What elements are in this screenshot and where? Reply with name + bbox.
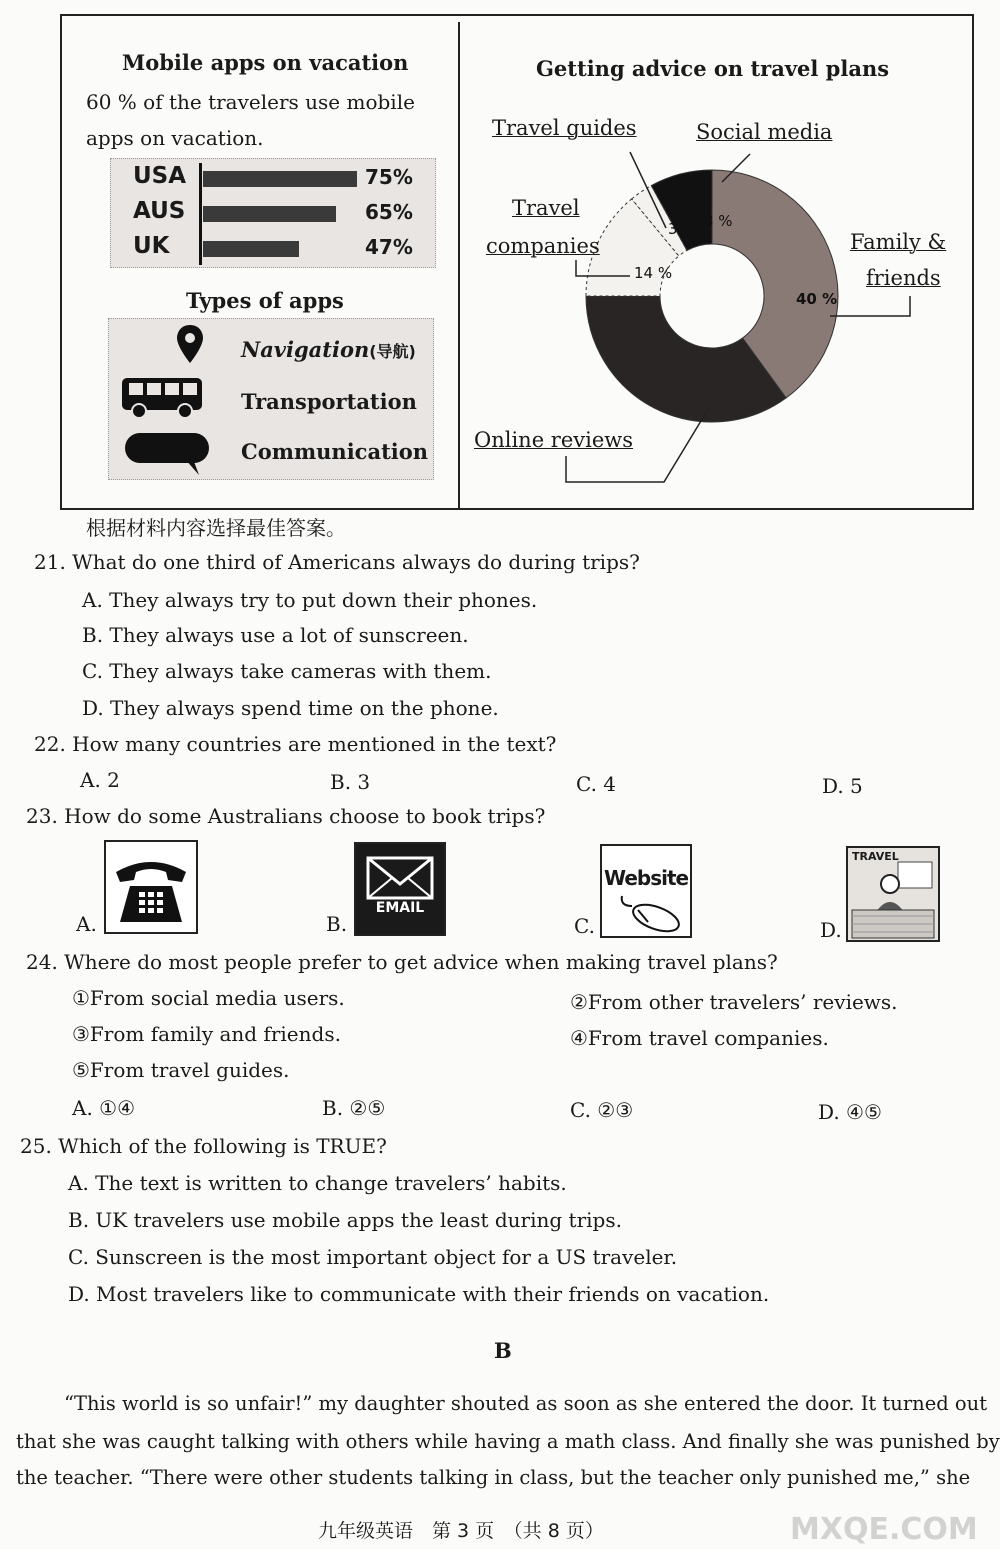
bar-country-label: AUS [133,198,186,224]
page-footer: 九年级英语 第 3 页 （共 8 页） [318,1520,604,1542]
leader-line-family [830,296,910,316]
left-panel-intro-1: 60 % of the travelers use mobile [86,90,415,114]
question-21 [34,550,640,574]
section-b-heading: B [494,1338,512,1363]
q24-option-c: C. ②③ [570,1098,634,1122]
label-text: Travel [512,196,580,220]
q24-choice-3: ③From family and friends. [72,1022,341,1046]
q24-option-d: D. ④⑤ [818,1100,882,1124]
bar-row-usa [111,163,435,193]
q22-option-d: D. 5 [822,774,863,798]
q22-option-c: C. 4 [576,772,617,796]
label-text: Online reviews [474,428,634,452]
q24-choice-5: ⑤From travel guides. [72,1058,290,1082]
q22-option-b: B. 3 [330,770,371,794]
instruction: 根据材料内容选择最佳答案。 [86,516,346,540]
types-panel [108,318,434,480]
label-friends [866,266,941,290]
q21-option-a: A. They always try to put down their phones. [82,588,538,612]
type-label-communication: Communication [241,439,429,464]
q25-option-a: A. The text is written to change travelers’ habits. [68,1171,567,1195]
left-panel-title: Mobile apps on vacation [122,50,409,75]
label-text: friends [866,266,941,290]
label-companies [486,234,600,258]
bar-fill-aus [203,206,336,222]
question-number: 24. [26,950,58,974]
q24-option-a: A. ①④ [72,1096,136,1120]
q23-image-d [846,846,940,942]
question-text: How many countries are mentioned in the text? [72,732,557,756]
q21-option-d: D. They always spend time on the phone. [82,696,499,720]
telephone-icon [106,842,196,932]
slice-online-reviews [586,296,786,422]
map-pin-icon [175,323,205,365]
label-online-reviews [474,428,633,452]
q24-choice-4: ④From travel companies. [570,1026,829,1050]
q23-option-a-label: A. [76,912,97,936]
q23-image-c [600,844,692,938]
q23-option-d-label: D. [820,918,842,942]
passage-line-2: that she was caught talking with others while having a math class. And finally she was punished by [16,1430,1000,1453]
slice-label-social-media: 8 % [704,212,733,230]
question-number: 23. [26,804,58,828]
slice-label-travel-guides: 3 [668,220,678,238]
speech-bubble-icon [123,429,211,477]
right-panel-title: Getting advice on travel plans [536,56,890,81]
bar-fill-uk [203,241,299,257]
bar-chart-panel [110,158,436,268]
label-text: Family & [850,230,947,254]
types-title: Types of apps [186,288,344,313]
label-social-media [696,120,832,144]
bar-fill-usa [203,171,357,187]
left-panel-intro-2: apps on vacation. [86,126,264,150]
passage-line-3: the teacher. “There were other students talking in class, but the teacher only punished me,” she [16,1466,971,1489]
bus-icon [119,375,205,421]
question-24 [26,950,778,974]
question-22 [34,732,556,756]
question-text: Where do most people prefer to get advice when making travel plans? [64,950,778,974]
q24-choice-2: ②From other travelers’ reviews. [570,990,898,1014]
label-text: companies [486,234,600,258]
q21-option-c: C. They always take cameras with them. [82,659,492,683]
question-text: How do some Australians choose to book trips? [64,804,546,828]
question-text: What do one third of Americans always do during trips? [72,550,640,574]
q24-option-b: B. ②⑤ [322,1096,386,1120]
slice-label-family: 40 % [796,290,838,308]
question-23 [26,804,545,828]
label-text: Social media [696,120,833,144]
q25-option-d: D. Most travelers like to communicate with their friends on vacation. [68,1282,770,1306]
q25-option-b: B. UK travelers use mobile apps the least during trips. [68,1208,622,1232]
bar-value-label: 65% [365,200,413,224]
email-label: EMAIL [375,900,425,916]
q23-image-b [354,842,446,936]
watermark: MXQE.COM [790,1512,978,1547]
question-text: Which of the following is TRUE? [58,1134,387,1158]
type-label-text: Navigation [241,337,370,362]
question-number: 21. [34,550,66,574]
question-number: 22. [34,732,66,756]
type-label-transportation: Transportation [241,389,417,414]
q23-option-c-label: C. [574,914,595,938]
travel-agency-label: TRAVEL [852,850,899,863]
q24-choice-1: ①From social media users. [72,986,345,1010]
bar-row-uk [111,233,435,263]
envelope-icon [356,844,444,934]
question-25 [20,1134,387,1158]
bar-row-aus [111,198,435,228]
label-travel [512,196,580,220]
label-travel-guides [492,116,637,140]
passage-line-1: “This world is so unfair!” my daughter shouted as soon as she entered the door. It turned out [64,1392,988,1415]
website-label: Website [604,866,689,890]
q21-option-b: B. They always use a lot of sunscreen. [82,623,469,647]
q23-image-a [104,840,198,934]
type-label-note: (导航) [369,342,416,361]
label-text: Travel guides [492,116,637,140]
q23-option-b-label: B. [326,912,348,936]
bar-value-label: 47% [365,235,413,259]
q22-option-a: A. 2 [80,768,120,792]
slice-label-travel-companies: 14 % [634,264,673,282]
bar-country-label: UK [133,233,170,259]
question-number: 25. [20,1134,52,1158]
label-family [850,230,946,254]
mouse-icon [618,892,688,936]
bar-country-label: USA [133,163,187,189]
bar-value-label: 75% [365,165,413,189]
q25-option-c: C. Sunscreen is the most important object for a US traveler. [68,1245,678,1269]
type-label-navigation [241,337,416,362]
